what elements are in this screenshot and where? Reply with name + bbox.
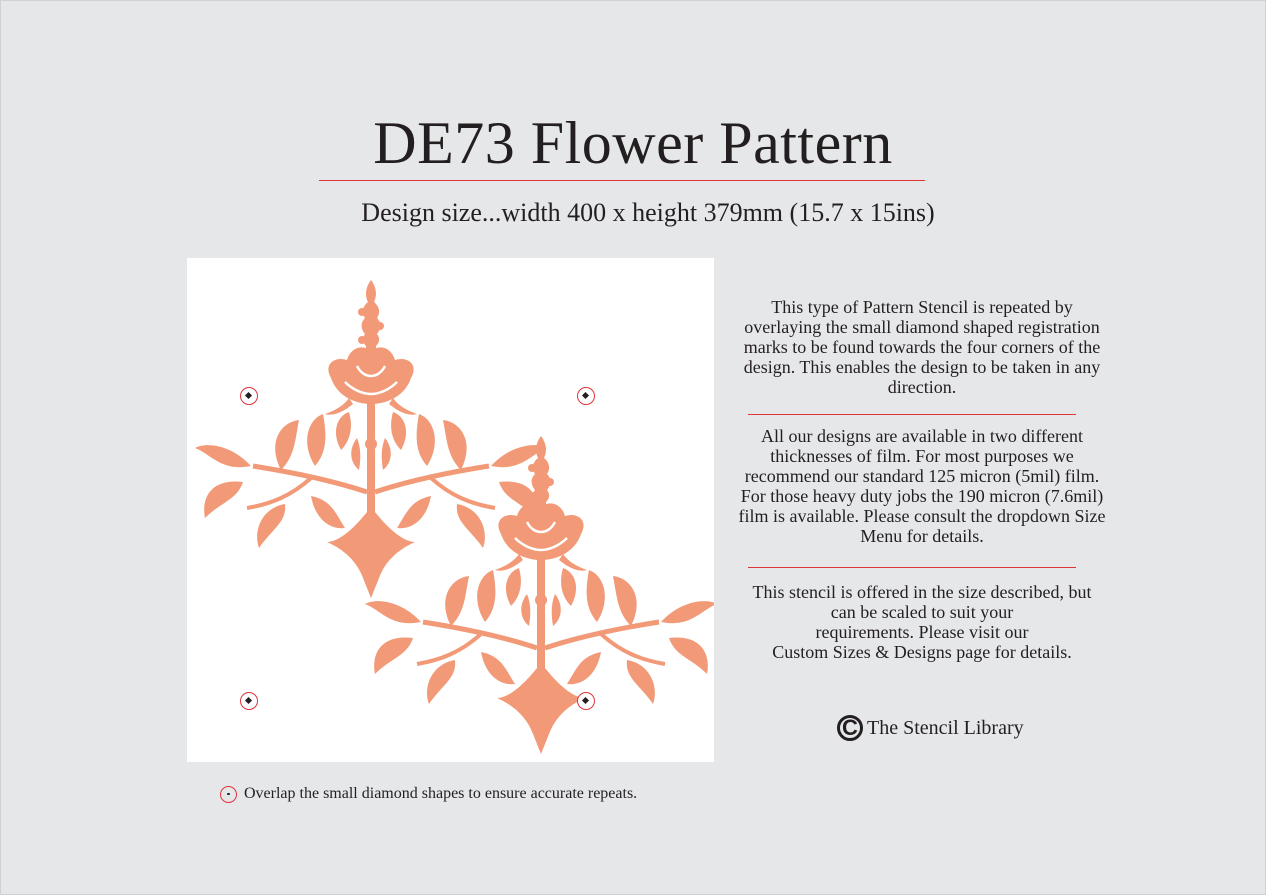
custom-size-line: can be scaled to suit your bbox=[830, 602, 1014, 622]
registration-mark-bottom-left bbox=[240, 692, 258, 710]
info-divider bbox=[748, 414, 1076, 415]
registration-mark-top-left bbox=[240, 387, 258, 405]
custom-size-line: This stencil is offered in the size described, but bbox=[752, 582, 1092, 602]
registration-mark-icon bbox=[220, 786, 237, 803]
flower-motif-lower bbox=[365, 436, 714, 754]
overlap-note-text: Overlap the small diamond shapes to ensure accurate repeats. bbox=[244, 785, 638, 802]
copyright-icon: C bbox=[837, 715, 863, 741]
custom-size-paragraph bbox=[734, 582, 1110, 662]
flower-pattern-motif bbox=[187, 258, 714, 762]
custom-size-line: Custom Sizes & Designs page for details. bbox=[772, 642, 1072, 662]
repeat-info-paragraph: This type of Pattern Stencil is repeated by overlaying the small diamond shaped registration marks to be found towards the four corners of the design. This enables the design to be taken in any direction. bbox=[743, 297, 1101, 397]
brand-name: The Stencil Library bbox=[867, 716, 1024, 739]
title-divider bbox=[319, 180, 925, 181]
overlap-note bbox=[220, 783, 637, 805]
custom-size-line: requirements. Please visit our bbox=[815, 622, 1029, 642]
registration-mark-top-right bbox=[577, 387, 595, 405]
brand-credit bbox=[837, 712, 1024, 744]
flower-motif-upper bbox=[195, 280, 547, 598]
design-size-subtitle: Design size...width 400 x height 379mm (15.7 x 15ins) bbox=[361, 198, 935, 227]
info-divider bbox=[748, 567, 1076, 568]
stencil-preview bbox=[187, 258, 714, 762]
page-title: DE73 Flower Pattern bbox=[373, 110, 893, 176]
registration-mark-bottom-right bbox=[577, 692, 595, 710]
film-info-paragraph: All our designs are available in two different thicknesses of film. For most purposes we recommend our standard 125 micron (5mil) film. For those heavy duty jobs the 190 micron (7.6mil) film is available. Please consult the dropdown Size Menu for details. bbox=[738, 426, 1106, 546]
